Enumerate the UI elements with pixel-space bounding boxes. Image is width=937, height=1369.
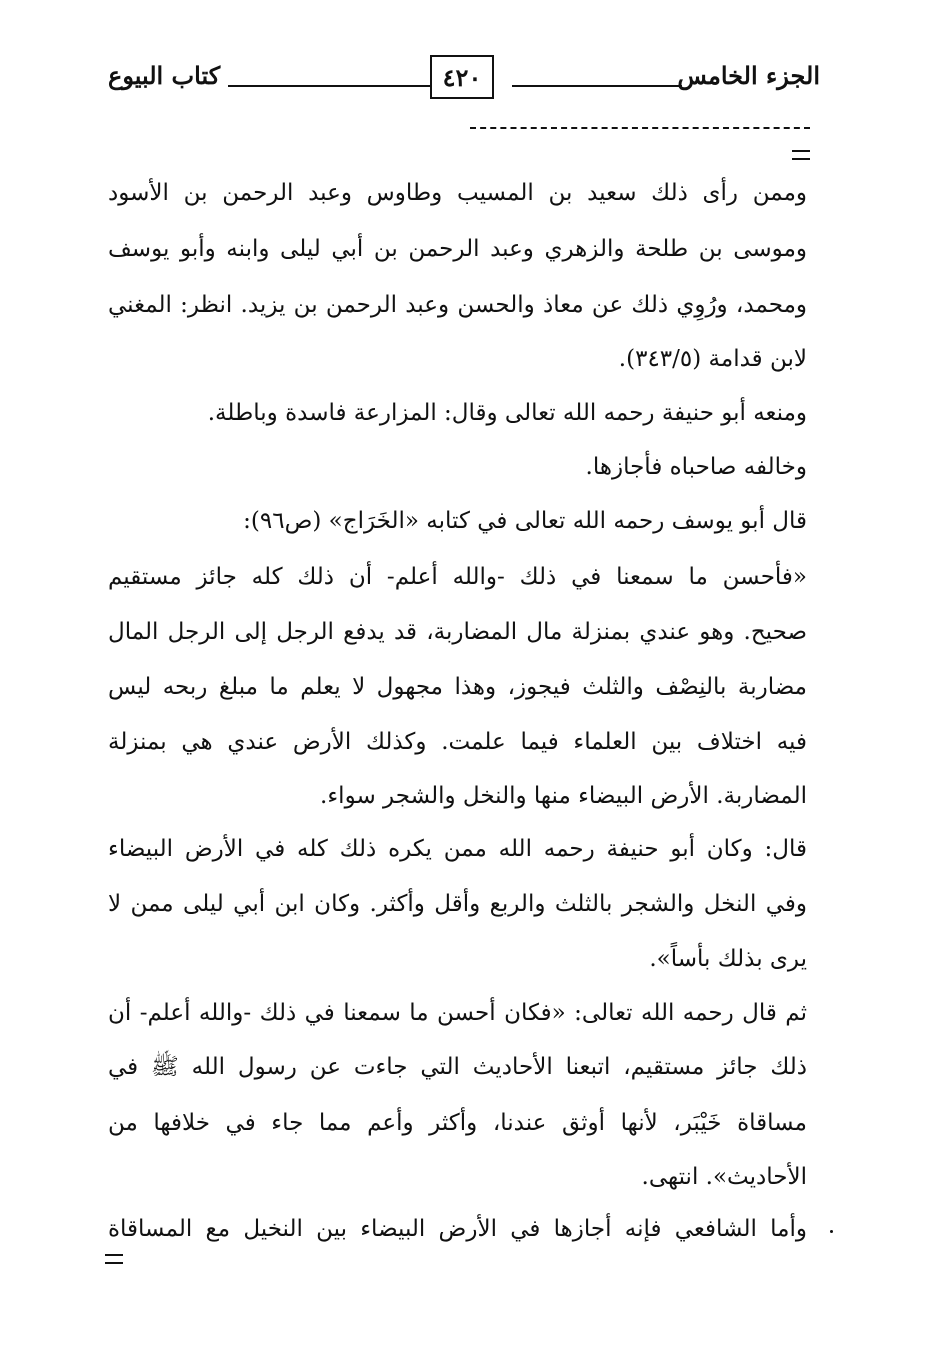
- text-line: ومحمد، ورُوِي ذلك عن معاذ والحسن وعبد الرحمن بن يزيد. انظر: المغني: [108, 292, 807, 318]
- text-line: وأما الشافعي فإنه أجازها في الأرض البيضاء بين النخيل مع المساقاة: [108, 1216, 807, 1242]
- text-line: وخالفه صاحباه فأجازها.: [585, 454, 807, 480]
- text-line: صحيح. وهو عندي بمنزلة مال المضاربة، قد يدفع الرجل إلى الرجل المال: [108, 619, 807, 645]
- text-line: قال: وكان أبو حنيفة رحمه الله ممن يكره ذلك كله في الأرض البيضاء: [108, 836, 807, 862]
- text-line: ذلك جائز مستقيم، اتبعنا الأحاديث التي جاءت عن رسول الله ﷺ في: [108, 1054, 808, 1080]
- text-line: المضاربة. الأرض البيضاء منها والنخل والشجر سواء.: [320, 783, 807, 809]
- text-line: وممن رأى ذلك سعيد بن المسيب وطاوس وعبد الرحمن بن الأسود: [108, 180, 807, 206]
- header-rule-left: [228, 85, 430, 87]
- text-line: مساقاة خَيْبَر، لأنها أوثق عندنا، وأكثر وأعم مما جاء في خلافها من: [108, 1110, 807, 1136]
- text-line: لابن قدامة (٣٤٣/٥).: [618, 346, 807, 372]
- volume-title: الجزء الخامس: [677, 61, 820, 90]
- text-line: ومنعه أبو حنيفة رحمه الله تعالى وقال: المزارعة فاسدة وباطلة.: [207, 400, 807, 426]
- text-line: وموسى بن طلحة والزهري وعبد الرحمن بن أبي ليلى وابنه وأبو يوسف: [108, 236, 807, 262]
- dashed-separator: [470, 127, 810, 129]
- text-line: فيه اختلاف بين العلماء فيما علمت. وكذلك الأرض عندي هي بمنزلة: [108, 729, 807, 755]
- text-line: وفي النخل والشجر بالثلث والربع وأقل وأكثر. وكان ابن أبي ليلى ممن لا: [108, 891, 807, 917]
- text-line: يرى بذلك بأساً».: [649, 946, 807, 972]
- continuation-mark-bottom: [105, 1254, 123, 1264]
- margin-dot: [830, 1230, 833, 1233]
- header-rule-right: [512, 85, 682, 87]
- text-line: «فأحسن ما سمعنا في ذلك -والله أعلم- أن ذلك كله جائز مستقيم: [108, 564, 807, 590]
- text-line: ثم قال رحمه الله تعالى: «فكان أحسن ما سمعنا في ذلك -والله أعلم- أن: [108, 1000, 807, 1026]
- page-header: [100, 55, 820, 115]
- page-number: ٤٢٠: [430, 55, 494, 99]
- text-line: الأحاديث». انتهى.: [641, 1164, 807, 1190]
- book-title: كتاب البيوع: [108, 61, 221, 90]
- text-line: قال أبو يوسف رحمه الله تعالى في كتابه «الخَرَاج» (ص٩٦):: [243, 508, 807, 534]
- text-line: مضاربة بالنِصْف والثلث فيجوز، وهذا مجهول لا يعلم ما مبلغ ربحه ليس: [108, 674, 807, 700]
- continuation-mark-top: [792, 150, 810, 160]
